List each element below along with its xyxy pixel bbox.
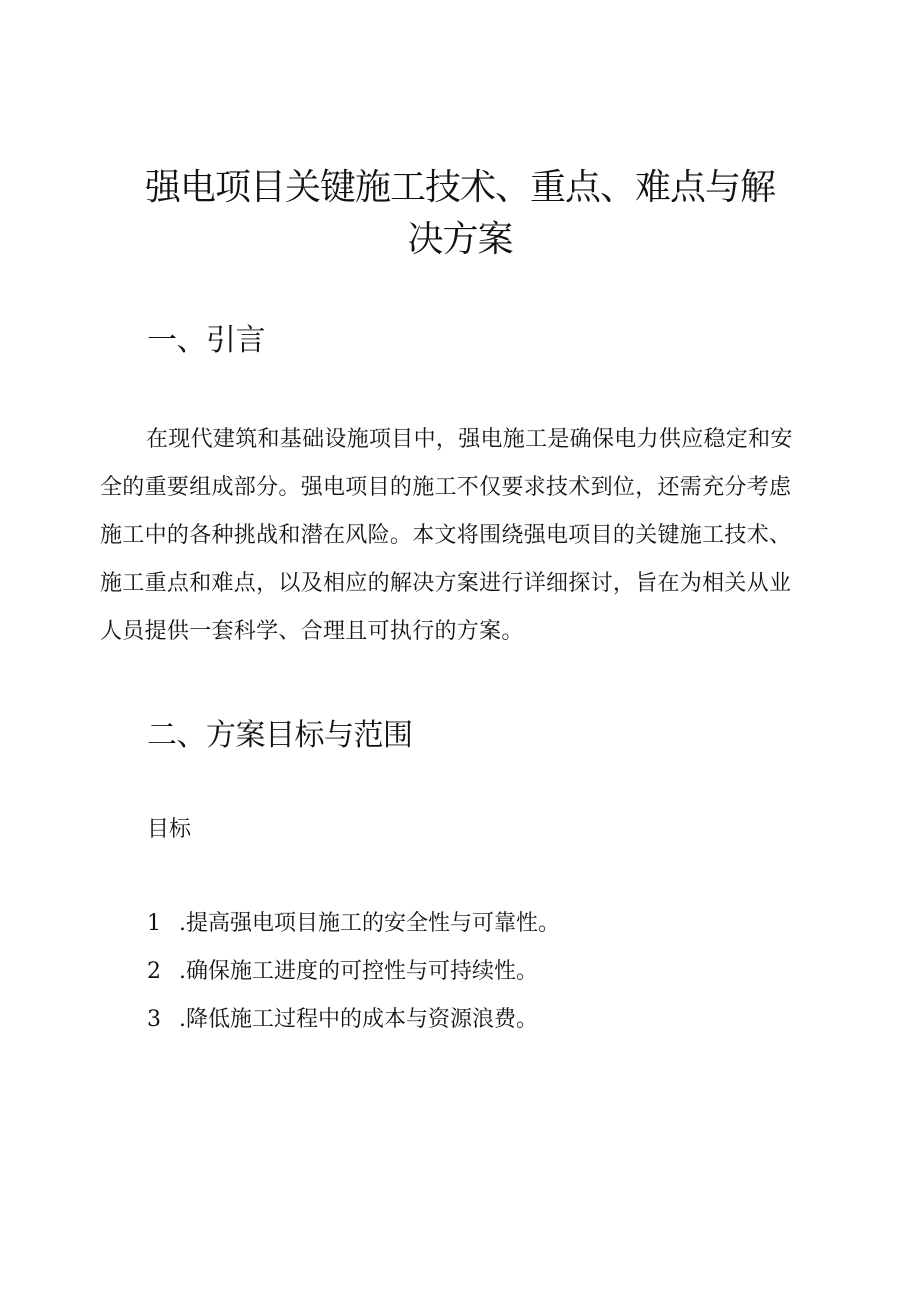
document-title-line-1: 强电项目关键施工技术、重点、难点与解 (144, 167, 775, 208)
list-item-number: 2 (147, 959, 161, 984)
list-item (147, 996, 560, 1044)
paragraph-line: 施工中的各种挑战和潜在风险。本文将围绕强电项目的关键施工技术、 (100, 523, 792, 548)
paragraph-line: 在现代建筑和基础设施项目中，强电施工是确保电力供应稳定和安 (146, 427, 793, 452)
list-item-text: .降低施工过程中的成本与资源浪费。 (179, 1007, 538, 1032)
section-heading-introduction: 一、引言 (147, 323, 265, 358)
list-item-text: .提高强电项目施工的安全性与可靠性。 (179, 911, 560, 936)
introduction-paragraph (100, 416, 820, 656)
goals-list (147, 900, 560, 1044)
list-item (147, 948, 560, 996)
document-title (100, 162, 820, 266)
section-heading-goals-scope: 二、方案目标与范围 (147, 718, 413, 753)
paragraph-line: 人员提供一套科学、合理且可执行的方案。 (100, 619, 524, 644)
list-item (147, 900, 560, 948)
subheading-goals: 目标 (147, 817, 192, 842)
paragraph-line: 施工重点和难点，以及相应的解决方案进行详细探讨，旨在为相关从业 (100, 571, 792, 596)
list-item-number: 3 (147, 1007, 161, 1032)
document-title-line-2: 决方案 (407, 219, 513, 260)
paragraph-line: 全的重要组成部分。强电项目的施工不仅要求技术到位，还需充分考虑 (100, 475, 792, 500)
list-item-text: .确保施工进度的可控性与可持续性。 (179, 959, 538, 984)
list-item-number: 1 (147, 911, 161, 936)
